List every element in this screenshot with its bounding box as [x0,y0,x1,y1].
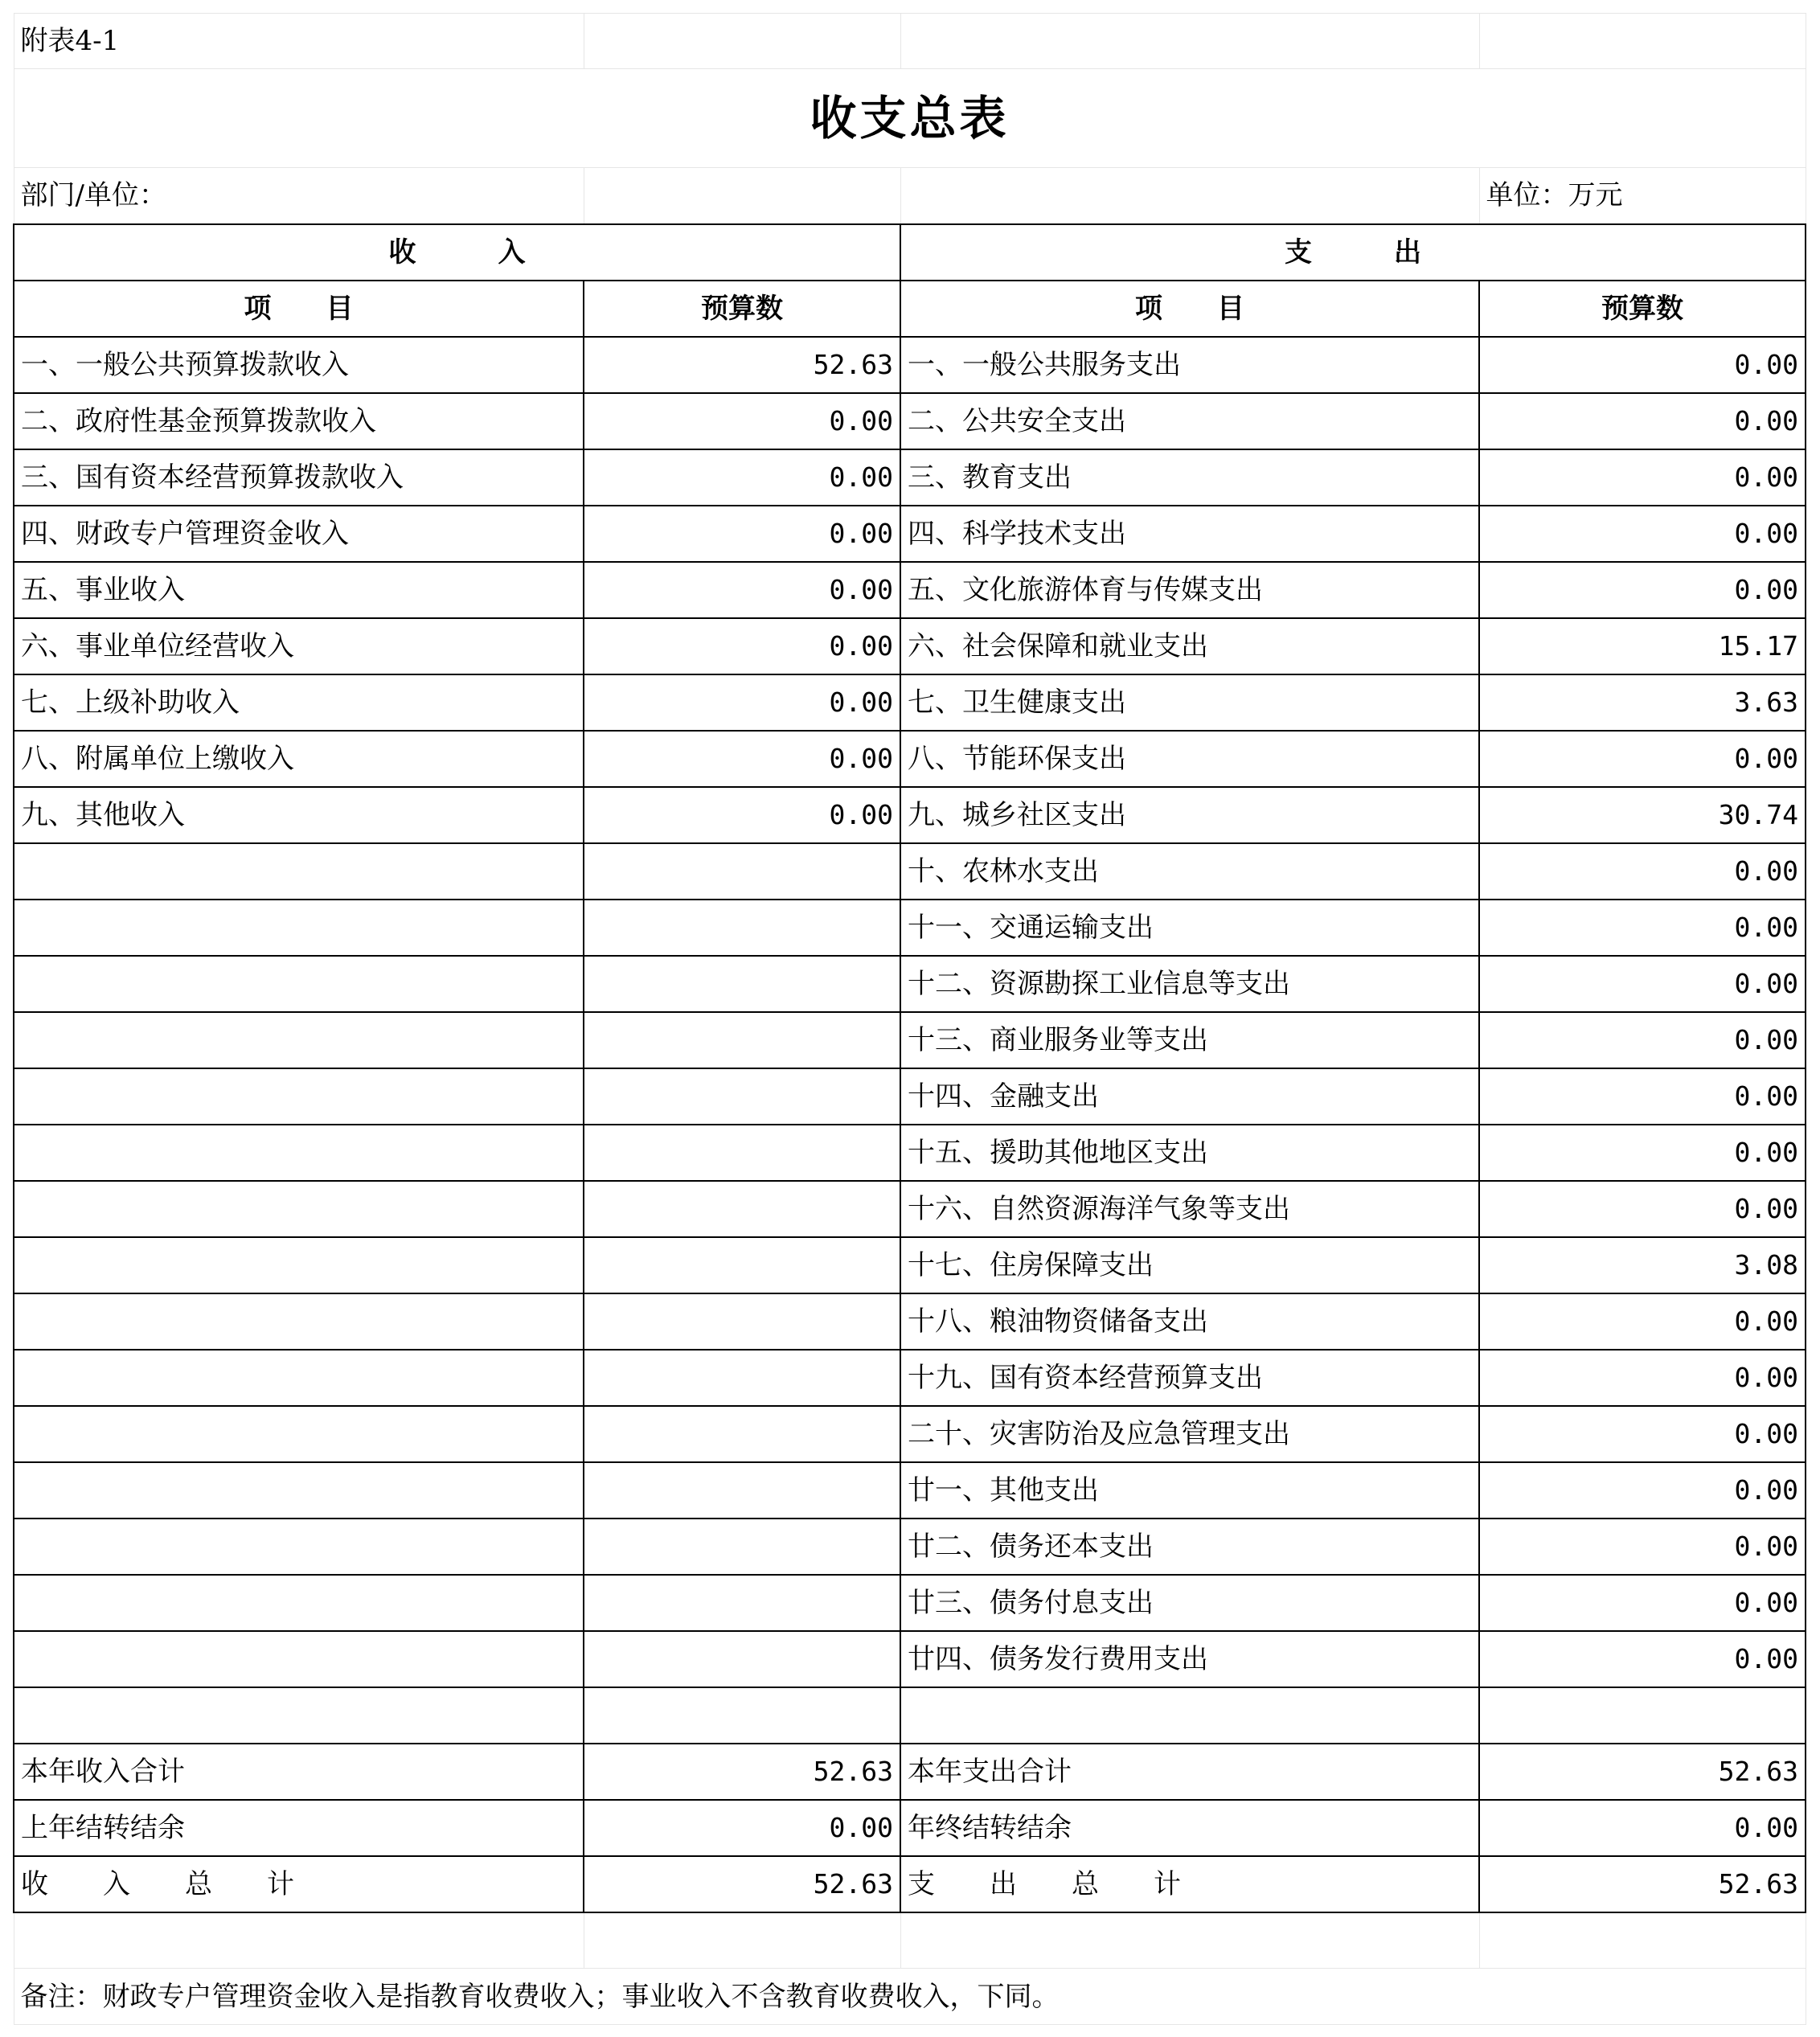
income-item-header: 项 目 [14,281,584,337]
expense-item: 十九、国有资本经营预算支出 [900,1350,1479,1406]
footnote: 备注：财政专户管理资金收入是指教育收费收入；事业收入不含教育收费收入，下同。 [14,1969,1806,2025]
income-item: 五、事业收入 [14,562,584,618]
table-row [14,1293,1806,1350]
expense-item: 六、社会保障和就业支出 [900,618,1479,674]
table-row [14,900,1806,956]
expense-value: 0.00 [1479,1462,1806,1519]
income-item [14,1462,584,1519]
income-item [14,1293,584,1350]
expense-value: 3.63 [1479,674,1806,731]
total-row [14,1856,1806,1912]
income-value [584,1631,900,1687]
expense-item: 五、文化旅游体育与传媒支出 [900,562,1479,618]
expense-value: 0.00 [1479,1519,1806,1575]
table-row [14,1631,1806,1687]
table-row [14,1237,1806,1293]
table-row [14,506,1806,562]
income-total-label: 上年结转结余 [14,1800,584,1856]
income-item: 八、附属单位上缴收入 [14,731,584,787]
table-row [14,1068,1806,1125]
expense-item: 廿一、其他支出 [900,1462,1479,1519]
income-value [584,1575,900,1631]
blank-row [14,1687,1806,1744]
table-row [14,1125,1806,1181]
expense-value: 0.00 [1479,900,1806,956]
income-header: 收 入 [14,224,900,281]
table-row [14,674,1806,731]
expense-value: 0.00 [1479,1181,1806,1237]
income-value [584,1125,900,1181]
expense-item: 七、卫生健康支出 [900,674,1479,731]
expense-value: 0.00 [1479,956,1806,1012]
expense-total-label: 本年支出合计 [900,1744,1479,1800]
dept-label: 部门/单位： [14,168,584,224]
income-total-label: 收 入 总 计 [14,1856,584,1912]
expense-item: 廿二、债务还本支出 [900,1519,1479,1575]
income-value: 0.00 [584,731,900,787]
expense-value: 30.74 [1479,787,1806,843]
table-row [14,1519,1806,1575]
unit-label: 单位：万元 [1479,168,1806,224]
expense-value: 0.00 [1479,1068,1806,1125]
title-row [14,69,1806,168]
expense-item: 十五、援助其他地区支出 [900,1125,1479,1181]
table-row [14,393,1806,449]
income-value: 0.00 [584,562,900,618]
appendix-label: 附表4-1 [14,14,584,69]
expense-header: 支 出 [900,224,1806,281]
income-item: 六、事业单位经营收入 [14,618,584,674]
expense-total-value: 52.63 [1479,1744,1806,1800]
blank-cell [584,1687,900,1744]
blank-cell [14,1687,584,1744]
appendix-row [14,14,1806,69]
empty-cell [1479,1912,1806,1969]
expense-total-value: 0.00 [1479,1800,1806,1856]
table-row [14,843,1806,900]
table-row [14,562,1806,618]
income-total-value: 52.63 [584,1856,900,1912]
expense-value: 0.00 [1479,393,1806,449]
table-row [14,1012,1806,1068]
expense-total-label: 年终结转结余 [900,1800,1479,1856]
income-item [14,1012,584,1068]
income-item [14,1575,584,1631]
expense-item: 九、城乡社区支出 [900,787,1479,843]
income-item: 一、一般公共预算拨款收入 [14,337,584,393]
income-value [584,1350,900,1406]
income-item [14,956,584,1012]
income-value [584,1237,900,1293]
income-item: 二、政府性基金预算拨款收入 [14,393,584,449]
table-row [14,1575,1806,1631]
expense-item: 十六、自然资源海洋气象等支出 [900,1181,1479,1237]
table-row [14,956,1806,1012]
expense-value: 0.00 [1479,506,1806,562]
expense-value: 3.08 [1479,1237,1806,1293]
table-row [14,1406,1806,1462]
income-value [584,843,900,900]
table-row [14,1462,1806,1519]
total-row [14,1744,1806,1800]
income-item: 三、国有资本经营预算拨款收入 [14,449,584,506]
unit-row [14,168,1806,224]
table-row [14,1181,1806,1237]
expense-item: 四、科学技术支出 [900,506,1479,562]
expense-item: 十一、交通运输支出 [900,900,1479,956]
table-row [14,449,1806,506]
income-item [14,1406,584,1462]
income-value: 0.00 [584,787,900,843]
income-item: 九、其他收入 [14,787,584,843]
income-value [584,1068,900,1125]
expense-item: 十三、商业服务业等支出 [900,1012,1479,1068]
expense-value: 0.00 [1479,1631,1806,1687]
income-value: 52.63 [584,337,900,393]
income-value [584,1181,900,1237]
income-value: 0.00 [584,393,900,449]
income-value [584,1406,900,1462]
expense-item: 二、公共安全支出 [900,393,1479,449]
income-item: 四、财政专户管理资金收入 [14,506,584,562]
expense-item: 一、一般公共服务支出 [900,337,1479,393]
column-header-row [14,281,1806,337]
empty-row [14,1912,1806,1969]
income-item [14,1125,584,1181]
expense-item-header: 项 目 [900,281,1479,337]
expense-value: 0.00 [1479,337,1806,393]
expense-value: 0.00 [1479,1125,1806,1181]
expense-budget-header: 预算数 [1479,281,1806,337]
income-item [14,900,584,956]
expense-value: 0.00 [1479,562,1806,618]
note-row [14,1969,1806,2025]
income-value [584,956,900,1012]
income-item [14,1068,584,1125]
expense-total-label: 支 出 总 计 [900,1856,1479,1912]
table-row [14,787,1806,843]
table-row [14,731,1806,787]
empty-cell [14,1912,584,1969]
expense-item: 廿四、债务发行费用支出 [900,1631,1479,1687]
expense-value: 15.17 [1479,618,1806,674]
expense-item: 十、农林水支出 [900,843,1479,900]
table-row [14,1350,1806,1406]
expense-value: 0.00 [1479,731,1806,787]
income-item [14,1631,584,1687]
income-item [14,1181,584,1237]
expense-item: 十七、住房保障支出 [900,1237,1479,1293]
expense-value: 0.00 [1479,449,1806,506]
table-row [14,618,1806,674]
income-item: 七、上级补助收入 [14,674,584,731]
empty-cell [900,1912,1479,1969]
expense-total-value: 52.63 [1479,1856,1806,1912]
income-total-label: 本年收入合计 [14,1744,584,1800]
blank-cell [1479,1687,1806,1744]
expense-item: 十八、粮油物资储备支出 [900,1293,1479,1350]
expense-value: 0.00 [1479,1575,1806,1631]
income-value [584,900,900,956]
expense-value: 0.00 [1479,1350,1806,1406]
expense-item: 廿三、债务付息支出 [900,1575,1479,1631]
income-value: 0.00 [584,506,900,562]
section-header-row [14,224,1806,281]
empty-cell [584,1912,900,1969]
budget-summary-table [13,13,1806,2025]
income-item [14,1519,584,1575]
income-item [14,843,584,900]
income-value [584,1462,900,1519]
income-value: 0.00 [584,674,900,731]
expense-item: 八、节能环保支出 [900,731,1479,787]
income-value [584,1293,900,1350]
expense-item: 十二、资源勘探工业信息等支出 [900,956,1479,1012]
page-title: 收支总表 [14,69,1806,168]
expense-item: 三、教育支出 [900,449,1479,506]
income-value: 0.00 [584,449,900,506]
blank-cell [900,1687,1479,1744]
table-row [14,337,1806,393]
income-value: 0.00 [584,618,900,674]
expense-value: 0.00 [1479,1293,1806,1350]
income-item [14,1237,584,1293]
income-total-value: 0.00 [584,1800,900,1856]
income-budget-header: 预算数 [584,281,900,337]
expense-item: 十四、金融支出 [900,1068,1479,1125]
income-item [14,1350,584,1406]
expense-value: 0.00 [1479,843,1806,900]
total-row [14,1800,1806,1856]
income-total-value: 52.63 [584,1744,900,1800]
income-value [584,1012,900,1068]
income-value [584,1519,900,1575]
expense-value: 0.00 [1479,1012,1806,1068]
expense-value: 0.00 [1479,1406,1806,1462]
expense-item: 二十、灾害防治及应急管理支出 [900,1406,1479,1462]
